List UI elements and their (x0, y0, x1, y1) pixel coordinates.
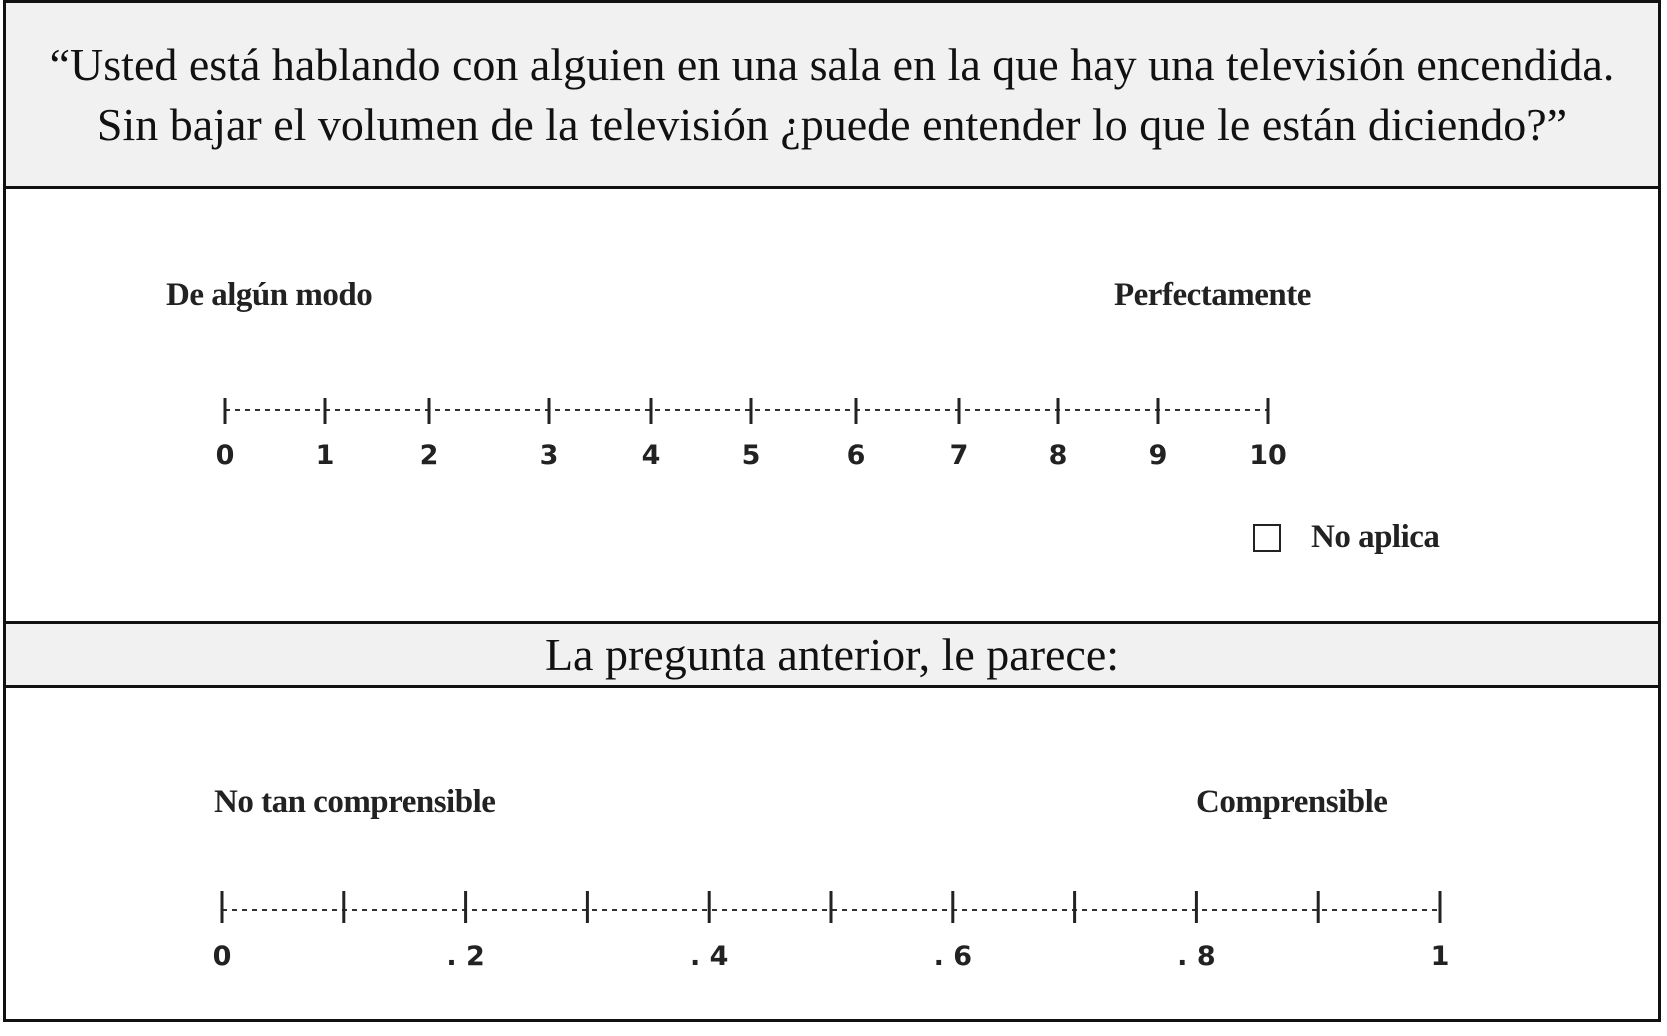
scale-tick-label: 9 (1148, 440, 1168, 471)
comprehension-tick-label: . 4 (689, 941, 729, 972)
scale-tick-label: 7 (949, 440, 969, 471)
scale-tick-label: 2 (419, 440, 439, 471)
comprehension-tick-label: 1 (1430, 941, 1450, 972)
no-aplica-label: No aplica (1311, 519, 1440, 555)
question-text: “Usted está hablando con alguien en una sala en la que hay una televisión encendida. Sin bajar el volumen de la televisión ¿puede entender lo que le están diciendo?” (49, 38, 1615, 150)
comprehension-tick-label: . 8 (1177, 941, 1216, 972)
comprehension-right-anchor: Comprensible (1196, 784, 1388, 820)
comprehension-tick-label: 0 (212, 941, 232, 972)
followup-text: La pregunta anterior, le parece: (544, 629, 1120, 680)
question-header (6, 3, 1658, 189)
scale-tick-label: 8 (1048, 440, 1068, 471)
scale-tick-label: 1 (315, 440, 335, 471)
followup-header (6, 621, 1658, 688)
scale-left-anchor: De algún modo (166, 277, 373, 313)
comprehension-tick-label: . 2 (446, 941, 485, 972)
questionnaire-frame (3, 0, 1661, 1022)
no-aplica-checkbox[interactable] (1253, 524, 1281, 552)
scale-tick-label: 5 (741, 440, 761, 471)
scale-tick-label: 3 (539, 440, 559, 471)
scale-tick-label: 6 (846, 440, 866, 471)
comprehension-scale-0-1[interactable] (6, 688, 1667, 972)
scale-tick-label: 10 (1249, 440, 1287, 471)
scale-right-anchor: Perfectamente (1114, 277, 1311, 313)
scale-tick-label: 4 (641, 440, 661, 471)
rating-scale-section (6, 189, 1658, 621)
rating-scale-0-10[interactable] (6, 189, 1667, 489)
comprehension-tick-label: . 6 (933, 941, 973, 972)
comprehension-left-anchor: No tan comprensible (214, 784, 496, 820)
comprehension-scale-section (6, 688, 1658, 1019)
scale-tick-label: 0 (215, 440, 235, 471)
